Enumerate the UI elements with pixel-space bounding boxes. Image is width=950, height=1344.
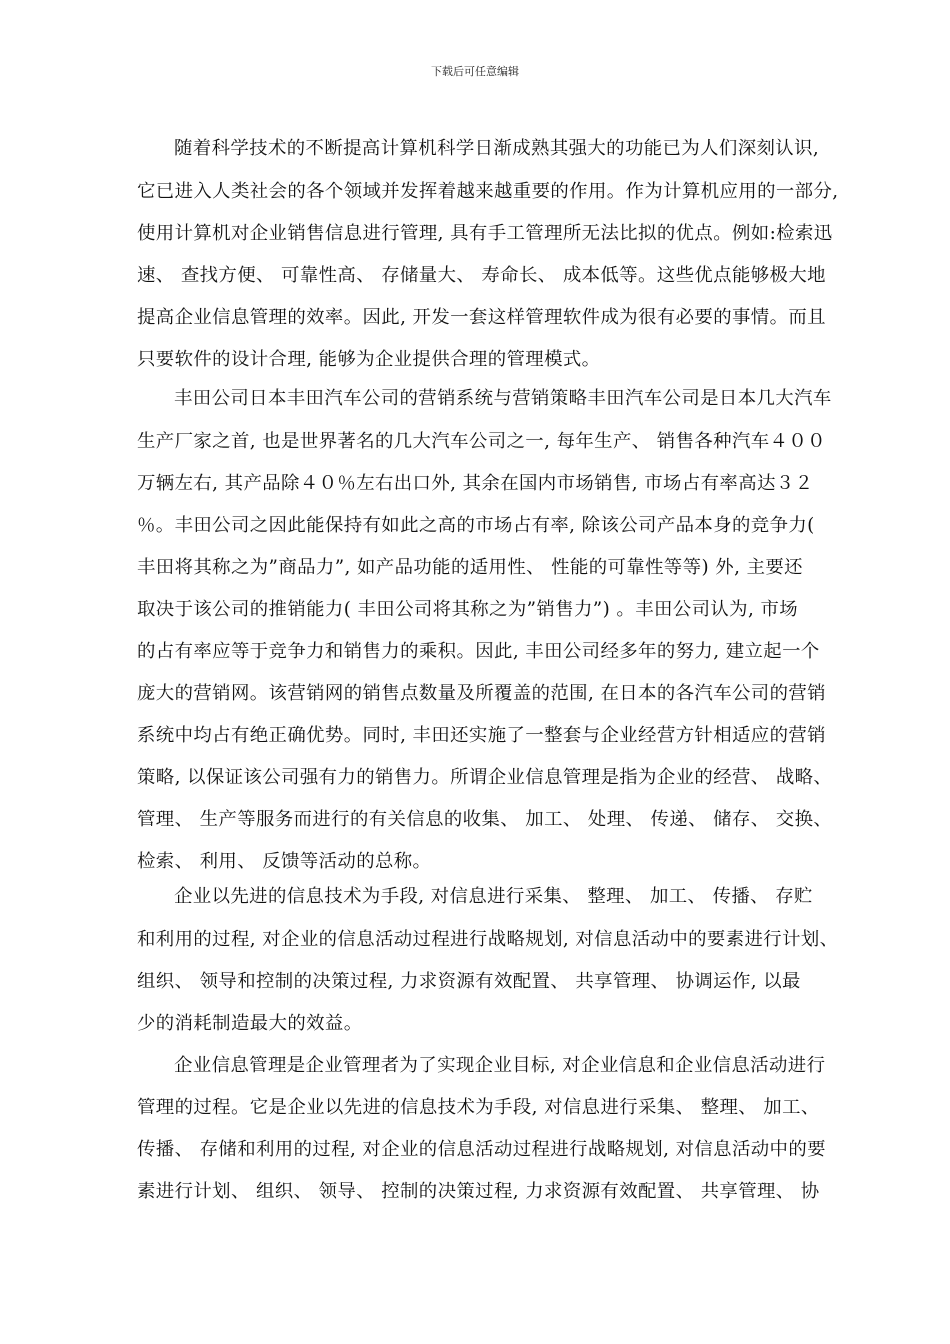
page-header: 下载后可任意编辑 xyxy=(431,65,519,78)
text-line: 丰田公司日本丰田汽车公司的营销系统与营销策略丰田汽车公司是日本几大汽车 xyxy=(174,388,832,409)
text-line: 随着科学技术的不断提高计算机科学日渐成熟其强大的功能已为人们深刻认识, xyxy=(174,138,820,159)
text-line: 系统中均占有绝正确优势。同时, 丰田还实施了一整套与企业经营方针相适应的营销 xyxy=(137,725,826,746)
text-line: 庞大的营销网。该营销网的销售点数量及所覆盖的范围, 在日本的各汽车公司的营销 xyxy=(137,683,826,704)
text-line: 企业以先进的信息技术为手段, 对信息进行采集、 整理、 加工、 传播、 存贮 xyxy=(174,886,813,907)
text-line: 取决于该公司的推销能力( 丰田公司将其称之为”销售力”) 。丰田公司认为, 市场 xyxy=(137,599,799,620)
text-line: 只要软件的设计合理, 能够为企业提供合理的管理模式。 xyxy=(137,349,601,370)
text-line: 检索、 利用、 反馈等活动的总称。 xyxy=(137,851,432,872)
text-line: 速、 查找方便、 可靠性高、 存储量大、 寿命长、 成本低等。这些优点能够极大地 xyxy=(137,265,826,286)
text-line: 传播、 存储和利用的过程, 对企业的信息活动过程进行战略规划, 对信息活动中的要 xyxy=(137,1139,826,1160)
text-line: 管理的过程。它是企业以先进的信息技术为手段, 对信息进行采集、 整理、 加工、 xyxy=(137,1097,820,1118)
text-line: 策略, 以保证该公司强有力的销售力。所谓企业信息管理是指为企业的经营、 战略、 xyxy=(137,767,833,788)
text-line: 万辆左右, 其产品除４０％左右出口外, 其余在国内市场销售, 市场占有率高达３２ xyxy=(137,473,814,494)
text-line: 使用计算机对企业销售信息进行管理, 具有手工管理所无法比拟的优点。例如:检索迅 xyxy=(137,223,833,244)
text-line: 和利用的过程, 对企业的信息活动过程进行战略规划, 对信息活动中的要素进行计划、 xyxy=(137,929,839,950)
text-line: 丰田将其称之为”商品力”, 如产品功能的适用性、 性能的可靠性等等) 外, 主要还 xyxy=(137,557,803,578)
text-line: 组织、 领导和控制的决策过程, 力求资源有效配置、 共享管理、 协调运作, 以最 xyxy=(137,971,801,992)
text-line: 企业信息管理是企业管理者为了实现企业目标, 对企业信息和企业信息活动进行 xyxy=(174,1055,826,1076)
text-line: 管理、 生产等服务而进行的有关信息的收集、 加工、 处理、 传递、 储存、 交换、 xyxy=(137,809,833,830)
text-line: ％。丰田公司之因此能保持有如此之高的市场占有率, 除该公司产品本身的竞争力( xyxy=(137,515,815,536)
text-line: 提高企业信息管理的效率。因此, 开发一套这样管理软件成为很有必要的事情。而且 xyxy=(137,307,826,328)
text-line: 少的消耗制造最大的效益。 xyxy=(137,1013,363,1034)
text-line: 它已进入人类社会的各个领域并发挥着越来越重要的作用。作为计算机应用的一部分, xyxy=(137,181,839,202)
text-line: 的占有率应等于竞争力和销售力的乘积。因此, 丰田公司经多年的努力, 建立起一个 xyxy=(137,641,820,662)
text-line: 素进行计划、 组织、 领导、 控制的决策过程, 力求资源有效配置、 共享管理、 协 xyxy=(137,1181,820,1202)
text-line: 生产厂家之首, 也是世界著名的几大汽车公司之一, 每年生产、 销售各种汽车４００ xyxy=(137,431,826,452)
